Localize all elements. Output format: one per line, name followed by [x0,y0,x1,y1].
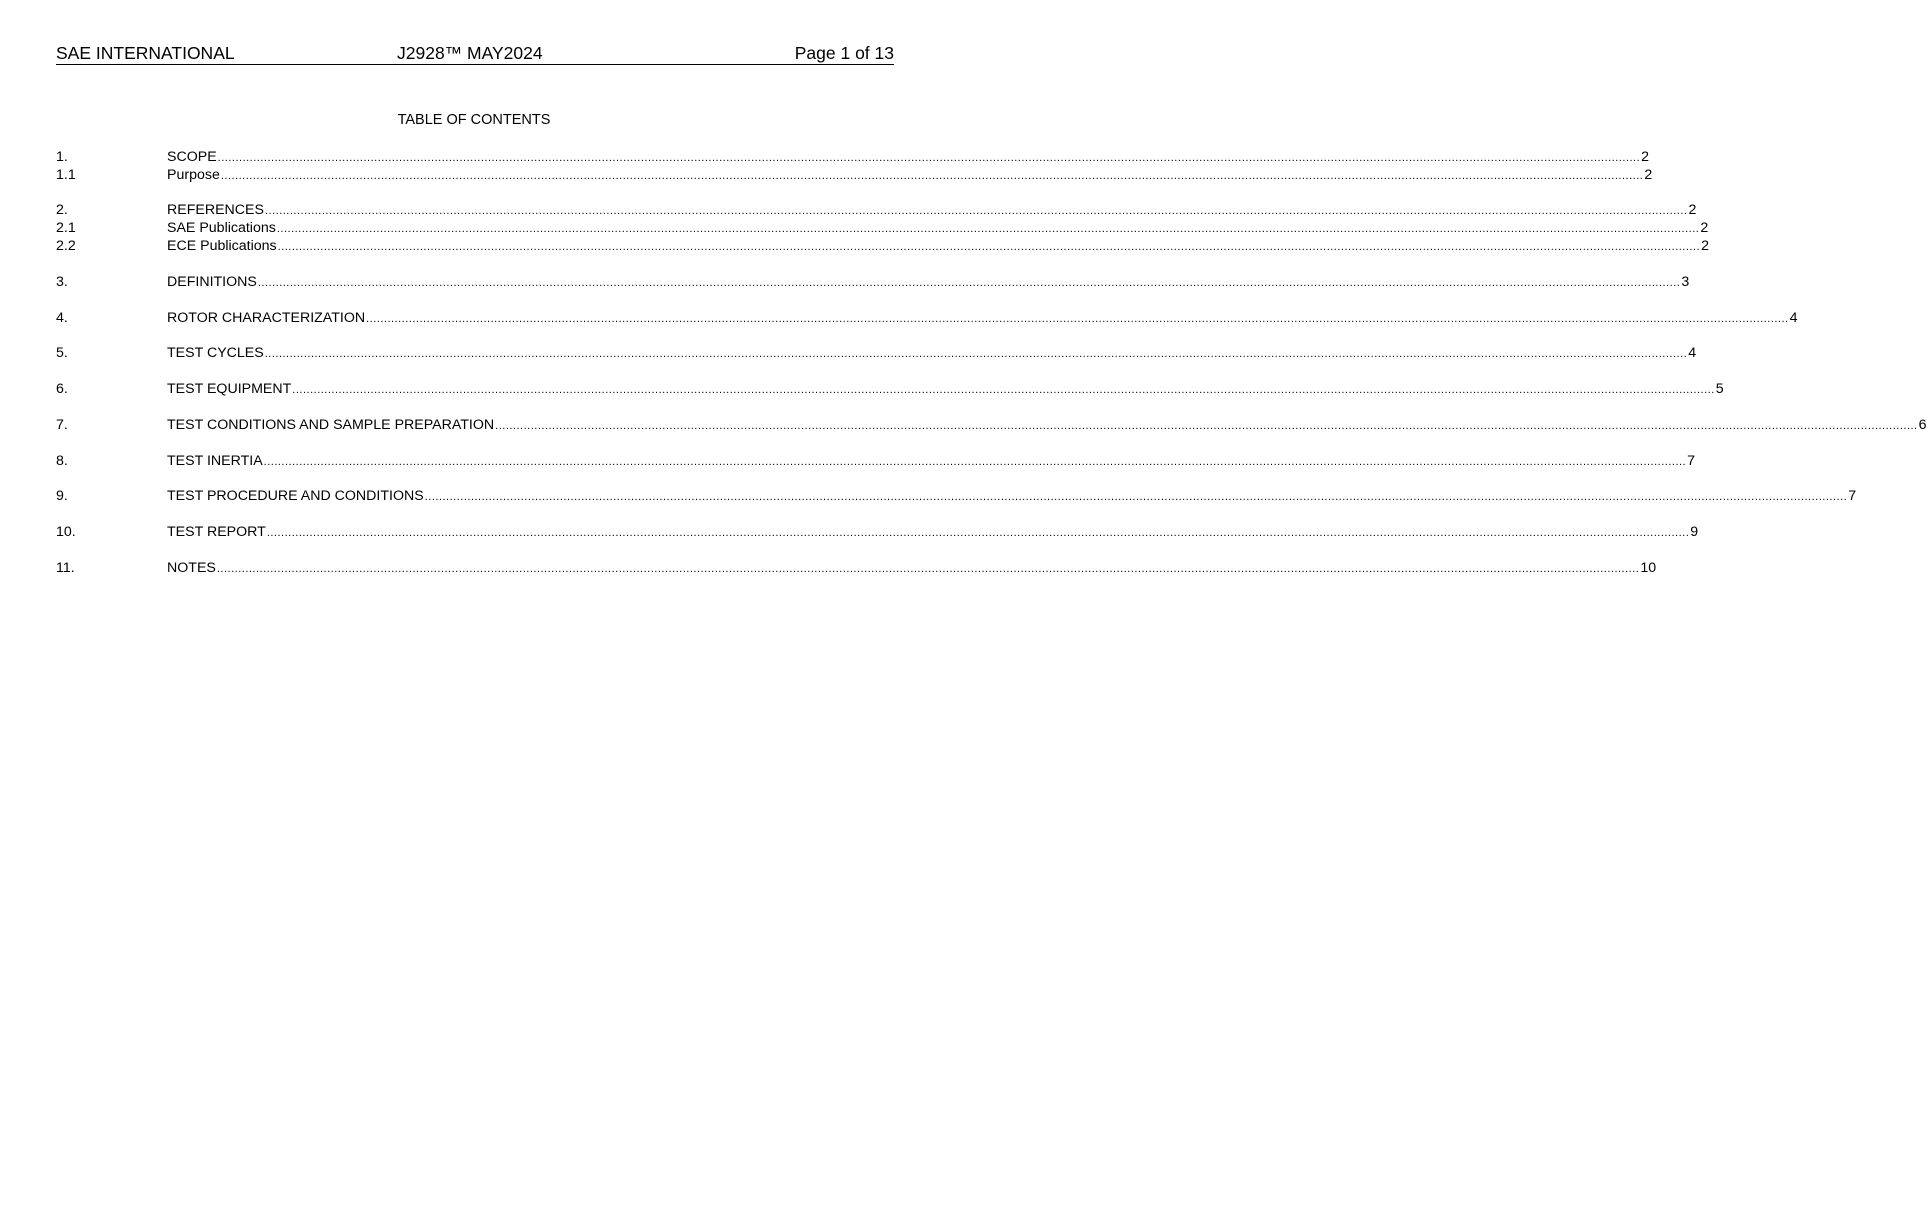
toc-leader-dots: ................................................................................................................................................................................................................................................................................................................................................................................................................ [276,223,1700,235]
toc-entry-title: Purpose [167,167,220,183]
toc-entry[interactable] [56,166,1653,184]
toc-leader-dots: ................................................................................................................................................................................................................................................................................................................................................................................................................ [257,277,1681,289]
toc-entry-number: 7. [56,417,68,433]
toc-entry-title: REFERENCES [167,202,264,218]
toc-leader-dots: ................................................................................................................................................................................................................................................................................................................................................................................................................ [217,152,1641,164]
header-document-id: J2928™ MAY2024 [397,43,543,63]
toc-entry[interactable] [56,273,1690,291]
toc-entry-page: 3 [1681,274,1690,290]
toc-entry-page: 6 [1918,417,1927,433]
toc-entry[interactable] [56,380,1724,398]
toc-entry[interactable] [56,309,1798,327]
page-header [56,43,894,65]
toc-entry-page: 5 [1715,381,1724,397]
toc-entry-number: 8. [56,453,68,469]
header-page-number: Page 1 of 13 [794,43,894,63]
toc-entry-title: TEST INERTIA [167,453,263,469]
toc-entry-title: SCOPE [167,149,217,165]
toc-entry-number: 2. [56,202,68,218]
toc-entry-page: 2 [1641,149,1650,165]
toc-entry-page: 2 [1644,167,1653,183]
header-organization: SAE INTERNATIONAL [56,43,235,63]
toc-entry-number: 2.2 [56,238,76,254]
toc-entry-title: SAE Publications [167,220,276,236]
toc-leader-dots: ................................................................................................................................................................................................................................................................................................................................................................................................................ [216,563,1640,575]
toc-leader-dots: ................................................................................................................................................................................................................................................................................................................................................................................................................ [277,241,1701,253]
toc-entry-number: 11. [56,560,75,576]
toc-entry-page: 2 [1701,238,1709,254]
toc-entry-number: 5. [56,345,68,361]
toc-entry[interactable] [56,148,1650,166]
toc-entry-page: 4 [1688,345,1697,361]
toc-leader-dots: ................................................................................................................................................................................................................................................................................................................................................................................................................ [264,348,1688,360]
toc-entry-number: 4. [56,310,68,326]
toc-entry-page: 4 [1789,310,1798,326]
toc-entry[interactable] [56,487,1857,505]
toc-entry-title: TEST PROCEDURE AND CONDITIONS [167,488,424,504]
toc-entry-page: 7 [1687,453,1696,469]
toc-entry[interactable] [56,523,1699,541]
toc-entry[interactable] [56,344,1697,362]
toc-entry[interactable] [56,452,1696,470]
toc-leader-dots: ................................................................................................................................................................................................................................................................................................................................................................................................................ [424,491,1848,503]
toc-entry-title: ECE Publications [167,238,277,254]
toc-entry-number: 2.1 [56,220,76,236]
toc-entry-page: 2 [1700,220,1709,236]
toc-entry[interactable] [56,559,1657,577]
toc-entry-number: 6. [56,381,68,397]
toc-entry-number: 1. [56,149,68,165]
toc-leader-dots: ................................................................................................................................................................................................................................................................................................................................................................................................................ [263,456,1687,468]
toc-entry-page: 2 [1688,202,1697,218]
toc-leader-dots: ................................................................................................................................................................................................................................................................................................................................................................................................................ [264,205,1688,217]
toc-leader-dots: ................................................................................................................................................................................................................................................................................................................................................................................................................ [495,420,1918,432]
toc-entry-number: 9. [56,488,68,504]
toc-title: TABLE OF CONTENTS [397,112,551,128]
toc-entry-number: 3. [56,274,68,290]
toc-leader-dots: ................................................................................................................................................................................................................................................................................................................................................................................................................ [292,384,1715,396]
toc-entry-title: DEFINITIONS [167,274,257,290]
toc-entry-title: TEST CONDITIONS AND SAMPLE PREPARATION [167,417,495,433]
toc-entry-page: 10 [1640,560,1657,576]
toc-leader-dots: ................................................................................................................................................................................................................................................................................................................................................................................................................ [266,527,1690,539]
toc-leader-dots: ................................................................................................................................................................................................................................................................................................................................................................................................................ [220,170,1644,182]
toc-leader-dots: ................................................................................................................................................................................................................................................................................................................................................................................................................ [366,313,1789,325]
toc-entry-title: NOTES [167,560,216,576]
toc-entry[interactable] [56,237,1709,255]
toc-entry-title: TEST REPORT [167,524,266,540]
toc-entry-title: ROTOR CHARACTERIZATION [167,310,366,326]
toc-entry[interactable] [56,416,1927,434]
toc-entry-title: TEST EQUIPMENT [167,381,292,397]
toc-entry-page: 7 [1848,488,1857,504]
toc-entry-page: 9 [1690,524,1699,540]
toc-entry-title: TEST CYCLES [167,345,264,361]
toc-entry-number: 1.1 [56,167,76,183]
toc-entry[interactable] [56,219,1709,237]
toc-entry-number: 10. [56,524,76,540]
toc-entry[interactable] [56,201,1697,219]
